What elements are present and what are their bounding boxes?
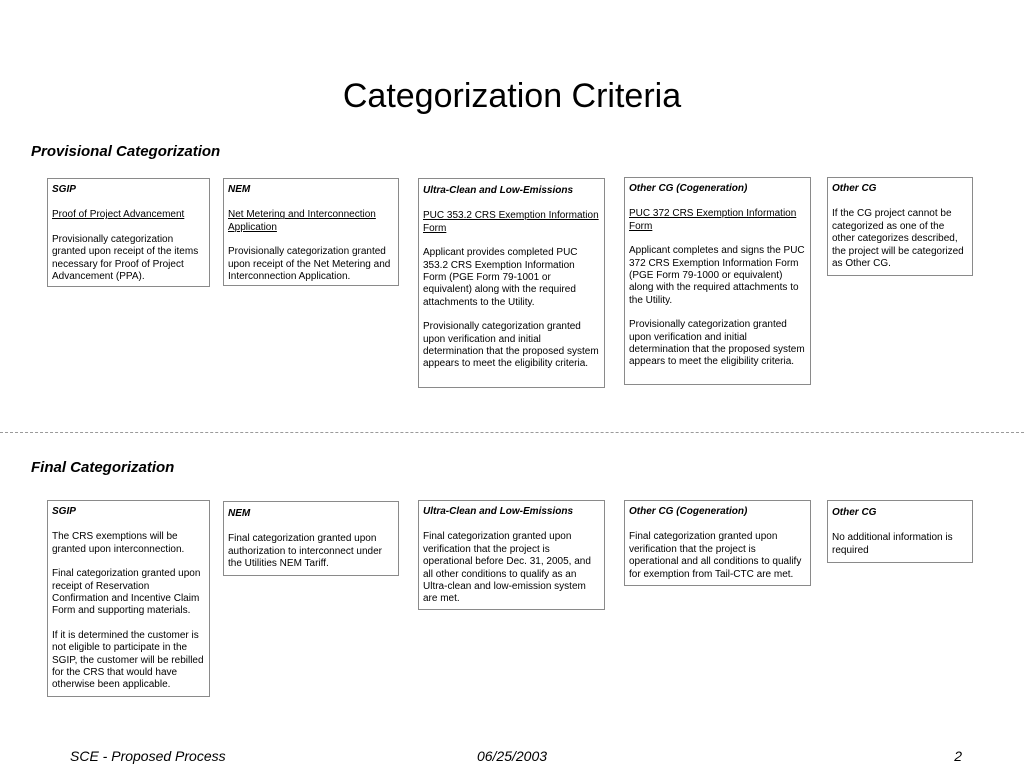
box-title: Other CG bbox=[832, 507, 877, 518]
box-title: Ultra-Clean and Low-Emissions bbox=[423, 506, 574, 517]
provisional-box-other-cg bbox=[827, 177, 973, 276]
box-paragraph: Provisionally categorization granted upon verification and initial determination that the proposed system appears to meet the eligibility criteria. bbox=[629, 319, 805, 368]
box-title: SGIP bbox=[52, 184, 76, 195]
final-box-nem bbox=[223, 501, 399, 576]
provisional-box-nem bbox=[223, 178, 399, 286]
provisional-section-heading: Provisional Categorization bbox=[31, 143, 221, 160]
box-link[interactable]: PUC 372 CRS Exemption Information Form bbox=[629, 208, 797, 232]
box-link[interactable]: PUC 353.2 CRS Exemption Information Form bbox=[423, 210, 599, 234]
final-box-ultra-clean bbox=[418, 500, 605, 610]
provisional-box-ultra-clean bbox=[418, 178, 605, 388]
provisional-box-other-cg-cogeneration bbox=[624, 177, 811, 385]
section-divider bbox=[0, 432, 1024, 433]
box-paragraph: Final categorization granted upon receipt of Reservation Confirmation and Incentive Claim Form and supporting materials. bbox=[52, 568, 201, 617]
box-paragraph: Provisionally categorization granted upon receipt of the Net Metering and Interconnection Application. bbox=[228, 246, 391, 283]
final-section-heading: Final Categorization bbox=[31, 459, 175, 476]
box-paragraph: No additional information is required bbox=[832, 532, 953, 556]
box-title: SGIP bbox=[52, 506, 76, 517]
box-title: NEM bbox=[228, 184, 251, 195]
footer-date: 06/25/2003 bbox=[476, 748, 548, 764]
box-paragraph: Final categorization granted upon verification that the project is operational before Dec. 31, 2005, and all other conditions to qualify as an Ultra-clean and low-emission system are met. bbox=[423, 531, 591, 605]
final-box-other-cg-cogeneration bbox=[624, 500, 811, 586]
box-title: Other CG (Cogeneration) bbox=[629, 506, 748, 517]
box-paragraph: The CRS exemptions will be granted upon interconnection. bbox=[52, 531, 185, 555]
box-paragraph: Provisionally categorization granted upon receipt of the items necessary for Proof of Project Advancement (PPA). bbox=[52, 233, 199, 283]
box-link[interactable]: Net Metering and Interconnection Application bbox=[228, 209, 376, 233]
box-title: NEM bbox=[228, 508, 251, 519]
box-paragraph: Applicant provides completed PUC 353.2 CRS Exemption Information Form (PGE Form 79-1001 or equivalent) along with the required attachments to the Utility. bbox=[423, 247, 578, 308]
box-paragraph: Applicant completes and signs the PUC 372 CRS Exemption Information Form (PGE Form 79-1000 or equivalent) along with the required attachments to the Utility. bbox=[629, 245, 805, 306]
final-box-other-cg bbox=[827, 500, 973, 563]
footer-presentation-name: SCE - Proposed Process bbox=[70, 748, 226, 764]
box-paragraph: Provisionally categorization granted upon verification and initial determination that the proposed system appears to meet the eligibility criteria. bbox=[423, 321, 599, 370]
provisional-box-sgip bbox=[47, 178, 210, 287]
box-paragraph: If it is determined the customer is not eligible to participate in the SGIP, the customer will be rebilled for the CRS that would have otherwise been applicable. bbox=[52, 629, 204, 691]
box-paragraph: If the CG project cannot be categorized as one of the other categorizes described, the project will be categorized as Other CG. bbox=[832, 208, 964, 270]
box-title: Other CG (Cogeneration) bbox=[629, 183, 748, 194]
box-paragraph: Final categorization granted upon authorization to interconnect under the Utilities NEM Tariff. bbox=[228, 533, 382, 570]
footer-page-number: 2 bbox=[954, 748, 962, 764]
box-title: Ultra-Clean and Low-Emissions bbox=[423, 185, 574, 196]
box-paragraph: Final categorization granted upon verification that the project is operational and all conditions to qualify for exemption from Tail-CTC are met. bbox=[629, 531, 802, 580]
box-link[interactable]: Proof of Project Advancement bbox=[52, 209, 185, 221]
box-title: Other CG bbox=[832, 183, 877, 194]
final-box-sgip bbox=[47, 500, 210, 697]
page-title: Categorization Criteria bbox=[342, 77, 682, 115]
